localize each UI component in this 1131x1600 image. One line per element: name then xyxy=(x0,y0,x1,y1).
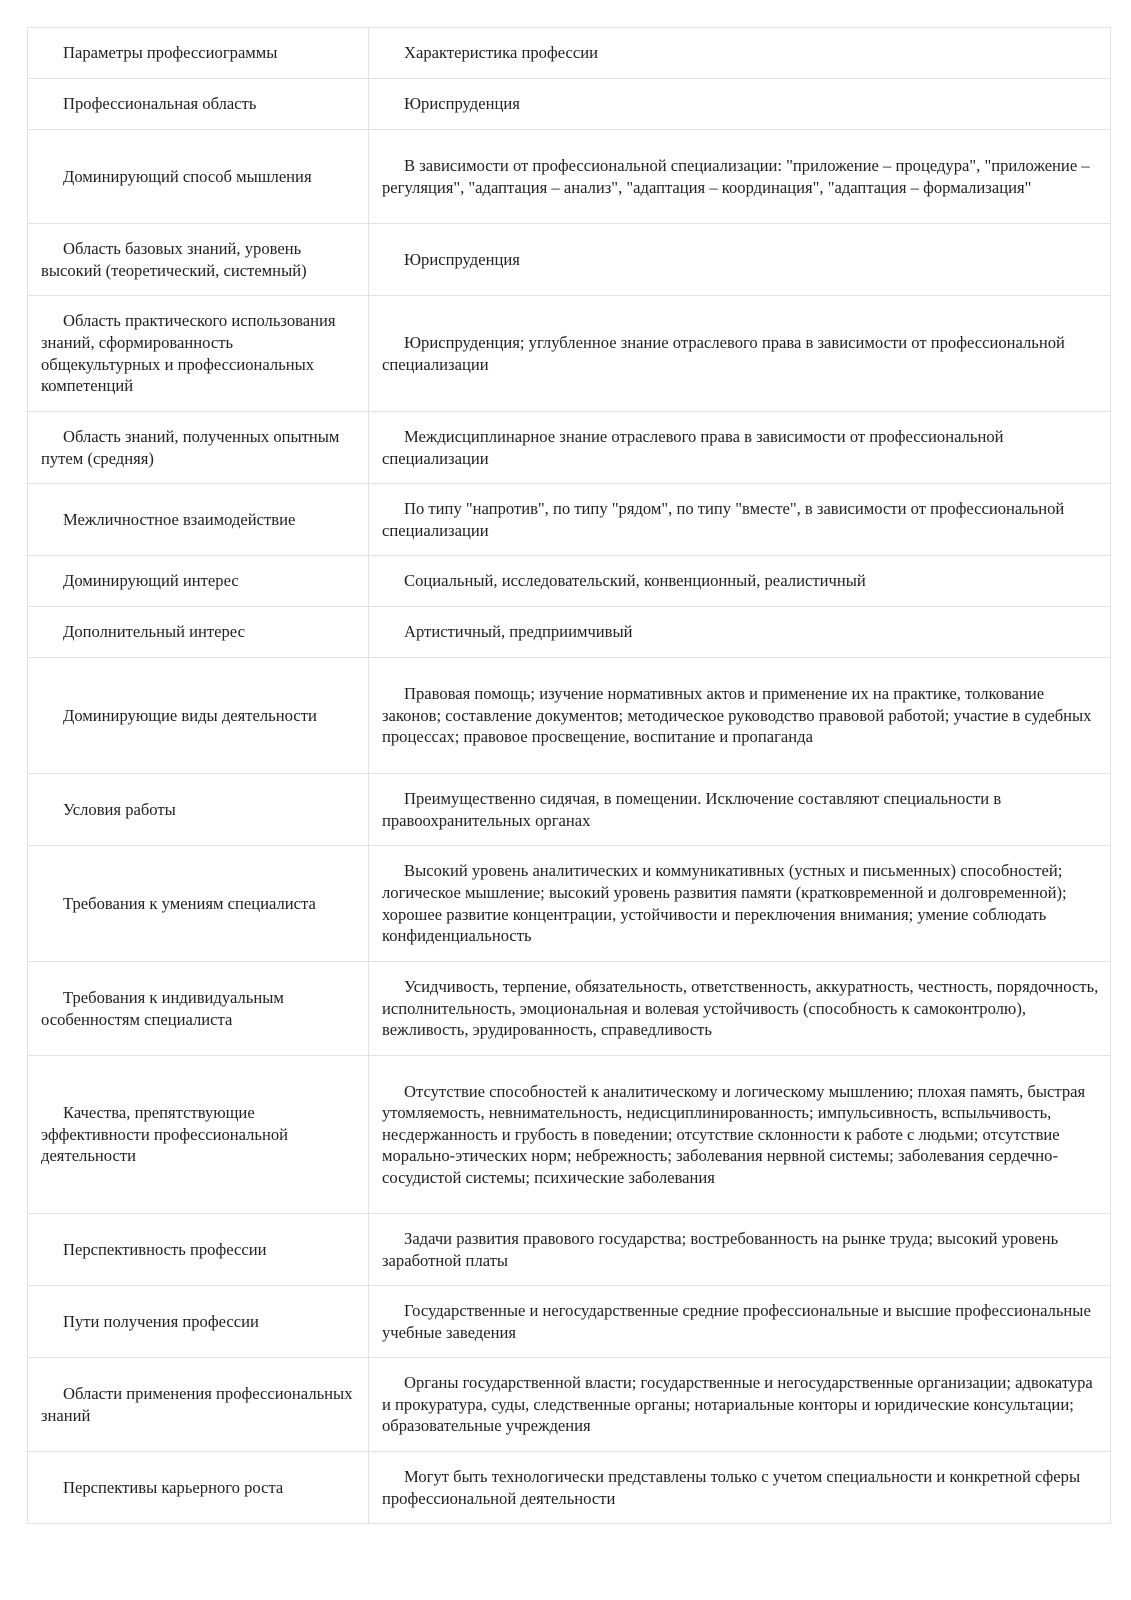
row-param-cell: Область знаний, полученных опытным путем (средняя) xyxy=(28,412,369,484)
professiogram-table xyxy=(27,27,1111,1524)
row-param-cell: Область практического использования знаний, сформированность общекультурных и профессиональных компетенций xyxy=(28,296,369,412)
table-row xyxy=(28,484,1111,556)
row-param-cell: Качества, препятствующие эффективности профессиональной деятельности xyxy=(28,1056,369,1214)
row-value-cell: Правовая помощь; изучение нормативных актов и применение их на практике, толкование законов; составление документов; методическое руководство правовой работой; участие в судебных процессах; правовое просвещение, воспитание и пропаганда xyxy=(369,658,1111,774)
table-row xyxy=(28,774,1111,846)
row-param-cell: Перспективы карьерного роста xyxy=(28,1452,369,1524)
table-row xyxy=(28,1452,1111,1524)
table-row xyxy=(28,556,1111,607)
header-param-cell: Параметры профессиограммы xyxy=(28,28,369,79)
table-row xyxy=(28,1358,1111,1452)
header-value-cell: Характеристика профессии xyxy=(369,28,1111,79)
row-value-cell: Юриспруденция; углубленное знание отраслевого права в зависимости от профессиональной специализации xyxy=(369,296,1111,412)
row-param-cell: Перспективность профессии xyxy=(28,1214,369,1286)
row-param-cell: Доминирующий способ мышления xyxy=(28,130,369,224)
row-value-cell: Отсутствие способностей к аналитическому и логическому мышлению; плохая память, быстрая утомляемость, невнимательность, недисциплинированность; импульсивность, вспыльчивость, несдержанность и грубость в поведении; отсутствие склонности к работе с людьми; отсутствие морально-этических норм; небрежность; заболевания нервной системы; заболевания сердечно-сосудистой системы; психические заболевания xyxy=(369,1056,1111,1214)
row-param-cell: Область базовых знаний, уровень высокий (теоретический, системный) xyxy=(28,224,369,296)
row-param-cell: Области применения профессиональных знаний xyxy=(28,1358,369,1452)
table-row xyxy=(28,296,1111,412)
row-value-cell: Задачи развития правового государства; востребованность на рынке труда; высокий уровень заработной платы xyxy=(369,1214,1111,1286)
table-row xyxy=(28,962,1111,1056)
row-value-cell: Юриспруденция xyxy=(369,79,1111,130)
table-header-row xyxy=(28,28,1111,79)
row-param-cell: Условия работы xyxy=(28,774,369,846)
table-row xyxy=(28,658,1111,774)
table-row xyxy=(28,846,1111,962)
table-row xyxy=(28,1214,1111,1286)
table-row xyxy=(28,1056,1111,1214)
row-param-cell: Доминирующий интерес xyxy=(28,556,369,607)
row-value-cell: Артистичный, предприимчивый xyxy=(369,607,1111,658)
row-value-cell: Преимущественно сидячая, в помещении. Исключение составляют специальности в правоохранительных органах xyxy=(369,774,1111,846)
row-value-cell: В зависимости от профессиональной специализации: "приложение – процедура", "приложение – регуляция", "адаптация – анализ", "адаптация – координация", "адаптация – формализация" xyxy=(369,130,1111,224)
row-param-cell: Доминирующие виды деятельности xyxy=(28,658,369,774)
table-row xyxy=(28,607,1111,658)
row-value-cell: Усидчивость, терпение, обязательность, ответственность, аккуратность, честность, порядочность, исполнительность, эмоциональная и волевая устойчивость (способность к самоконтролю), вежливость, эрудированность, справедливость xyxy=(369,962,1111,1056)
row-param-cell: Дополнительный интерес xyxy=(28,607,369,658)
row-value-cell: Юриспруденция xyxy=(369,224,1111,296)
row-value-cell: Органы государственной власти; государственные и негосударственные организации; адвокатура и прокуратура, суды, следственные органы; нотариальные конторы и юридические консультации; образовательные учреждения xyxy=(369,1358,1111,1452)
table-row xyxy=(28,412,1111,484)
row-value-cell: Могут быть технологически представлены только с учетом специальности и конкретной сферы профессиональной деятельности xyxy=(369,1452,1111,1524)
row-value-cell: Междисциплинарное знание отраслевого права в зависимости от профессиональной специализации xyxy=(369,412,1111,484)
table-row xyxy=(28,1286,1111,1358)
row-param-cell: Требования к умениям специалиста xyxy=(28,846,369,962)
row-param-cell: Требования к индивидуальным особенностям специалиста xyxy=(28,962,369,1056)
table-row xyxy=(28,224,1111,296)
row-param-cell: Межличностное взаимодействие xyxy=(28,484,369,556)
row-value-cell: Социальный, исследовательский, конвенционный, реалистичный xyxy=(369,556,1111,607)
row-param-cell: Пути получения профессии xyxy=(28,1286,369,1358)
row-param-cell: Профессиональная область xyxy=(28,79,369,130)
table-row xyxy=(28,130,1111,224)
professiogram-table-container xyxy=(27,27,1110,1524)
row-value-cell: По типу "напротив", по типу "рядом", по типу "вместе", в зависимости от профессиональной специализации xyxy=(369,484,1111,556)
row-value-cell: Высокий уровень аналитических и коммуникативных (устных и письменных) способностей; логическое мышление; высокий уровень развития памяти (кратковременной и долговременной); хорошее развитие концентрации, устойчивости и переключения внимания; умение соблюдать конфиденциальность xyxy=(369,846,1111,962)
table-row xyxy=(28,79,1111,130)
row-value-cell: Государственные и негосударственные средние профессиональные и высшие профессиональные учебные заведения xyxy=(369,1286,1111,1358)
